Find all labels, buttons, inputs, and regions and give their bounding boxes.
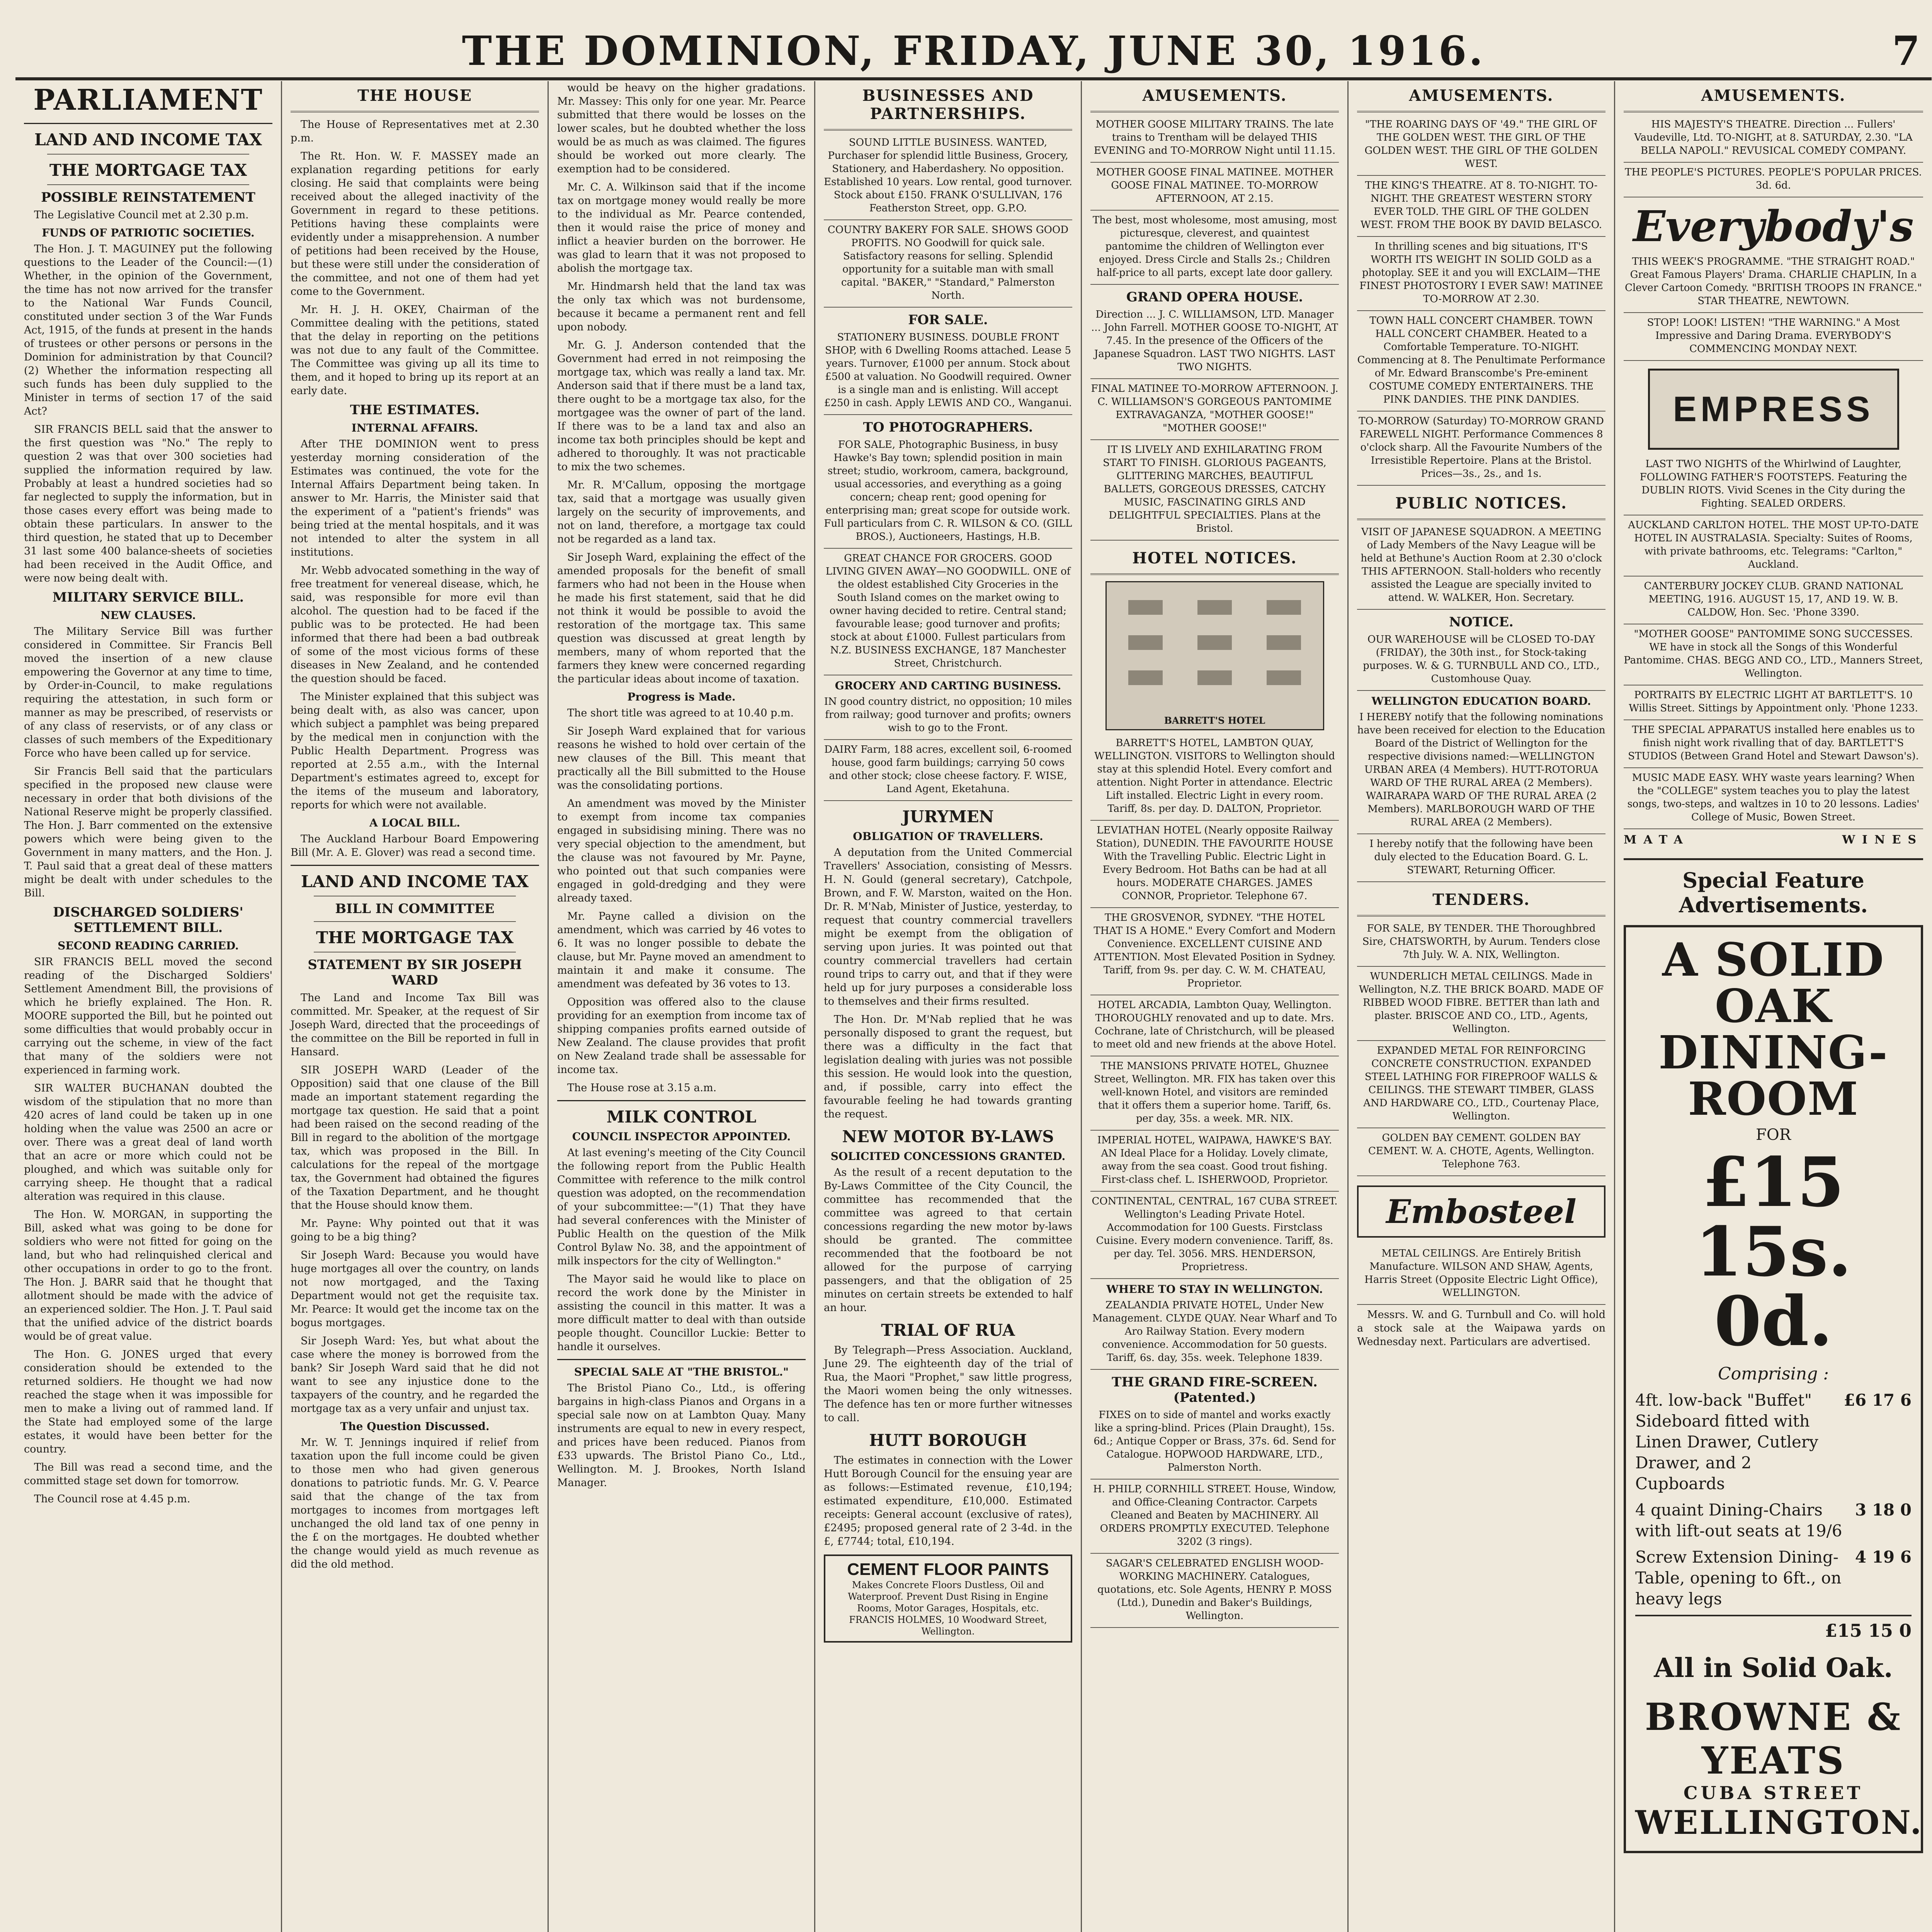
section-head: THE HOUSE — [291, 81, 539, 112]
masthead — [15, 15, 1932, 80]
mata-wines-banner — [1624, 833, 1923, 847]
subheading: The Question Discussed. — [340, 1420, 490, 1433]
article-paragraph: Sir Joseph Ward, explaining the effect of the amended proposals for the benefit of small farmers who had not been in the House when he made his first statement, said that he did not think it would be possible to avoid the restoration of the mortgage tax. This same question was discussed at great length by members, many of whom reported that the farmers they knew were concerned regarding the particular ideas about income of taxation. — [557, 551, 806, 685]
article-paragraph: The Hon. Dr. M'Nab replied that he was personally disposed to grant the request, but there was a difficulty in the fact that legislation dealing with juries was not possible this session. He would look into the question, and, if possible, carry into effect the favourable feeling he had towards granting the request. — [824, 1014, 1072, 1120]
article-paragraph: Mr. R. M'Callum, opposing the mortgage tax, said that a mortgage was usually given largely on the security of improvements, and not on land, therefore, a mortgage tax could not be regarded as a land tax. — [557, 479, 806, 545]
subheading: MILITARY SERVICE BILL. — [52, 590, 244, 605]
article-paragraph: SIR JOSEPH WARD (Leader of the Opposition) said that one clause of the Bill made an important statement regarding the mortgage tax question. He said that a point had been raised on the second reading of the Bill in regard to the abolition of the mortgage tax, which was proposed in the Bill. In calculations for the repeal of the mortgage tax, the Government had obtained the figures of the Taxation Department, and he thought that the House should know them. — [291, 1064, 539, 1211]
article-paragraph: The House of Representatives met at 2.30 p.m. — [291, 119, 539, 144]
item-description: 4 quaint Dining-Chairs with lift-out seats at 19/6 — [1635, 1500, 1842, 1540]
article-paragraph: The Mayor said he would like to place on record the work done by the Minister in assisting the council in this matter. It was a more difficult matter to deal with than outside people thought. Councillor Luckie: Better to handle it ourselves. — [557, 1273, 806, 1353]
cement-ad-address: FRANCIS HOLMES, 10 Woodward Street, Wellington. — [849, 1614, 1047, 1637]
subheading: THE ESTIMATES. — [350, 402, 480, 418]
article-paragraph: The Bill was read a second time, and the committed stage set down for tomorrow. — [24, 1461, 272, 1487]
amusement-ad: In thrilling scenes and big situations, IT'S WORTH ITS WEIGHT IN SOLID GOLD as a photoplay. SEE it and you will EXCLAIM—THE FINEST PHOTOSTORY I EVER SAW! MATINEE TO-MORROW AT 2.30. — [1357, 240, 1605, 311]
article-paragraph: The Minister explained that this subject was being dealt with, as also was cancer, upon which subject a pamphlet was being prepared by the medical men in conjunction with the Public Health Department. Progress was reported at 2.55 a.m., with the Internal Department's estimates agreed to, except for the items of the museum and laboratory, reports for which were not available. — [291, 691, 539, 811]
column-6-amusements-notices — [1349, 81, 1615, 1932]
divider — [47, 184, 249, 185]
subheading: A LOCAL BILL. — [369, 816, 460, 829]
window-shape — [1197, 670, 1232, 685]
hotel-ad: HOTEL ARCADIA, Lambton Quay, Wellington. THOROUGHLY renovated and up to date. Mrs. Cochrane, late of Christchurch, will be pleased to meet old and new friends at the above Hotel. — [1090, 998, 1339, 1056]
window-shape — [1197, 635, 1232, 650]
subheading: Progress is Made. — [627, 690, 736, 703]
article-paragraph: An amendment was moved by the Minister to exempt from income tax companies engaged in subsidising mining. There was no very special objection to the amendment, but the clause was not favoured by Mr. Payne, who pointed out that such companies were engaged in gold-dredging and they were already taxed. — [557, 798, 806, 904]
special-feature-heading: Special Feature Advertisements. — [1624, 858, 1923, 917]
hotel-ad: CONTINENTAL, CENTRAL, 167 CUBA STREET. Wellington's Leading Private Hotel. Accommodation for 100 Guests. Firstclass Cuisine. Every modern convenience. Tariff, 8s. per day. Tel. 3056. MRS. HENDERSON, Proprietress. — [1090, 1195, 1339, 1279]
masthead-title: THE DOMINION, FRIDAY, JUNE 30, 1916. — [462, 27, 1485, 75]
classified-ad: FIXES on to side of mantel and works exactly like a spring-blind. Prices (Plain Draught), 15s. 6d.; Antique Copper or Brass, 37s. 6d. Send for Catalogue. HOPWOOD HARDWARE, LTD., Palmerston North. — [1090, 1408, 1339, 1480]
column-4-classifieds — [815, 81, 1082, 1932]
amusement-ad: THE PEOPLE'S PICTURES. PEOPLE'S POPULAR PRICES. 3d. 6d. — [1624, 166, 1923, 197]
section-head: AMUSEMENTS. — [1624, 81, 1923, 112]
tender-ad: FOR SALE, BY TENDER. THE Thoroughbred Sire, CHATSWORTH, by Aurum. Tenders close 7th July. W. A. NIX, Wellington. — [1357, 922, 1605, 967]
subheading: GRAND OPERA HOUSE. — [1126, 289, 1303, 305]
public-notice: I hereby notify that the following have been duly elected to the Education Board. G. L. STEWART, Returning Officer. — [1357, 837, 1605, 882]
column-5-amusements-hotels — [1082, 81, 1349, 1932]
article-paragraph: Mr. C. A. Wilkinson said that if the income tax on mortgage money would really be more to the individual as Mr. Pearce contended, then it would raise the price of money and inflict a heavier burden on the borrower. He was glad to learn that it was not proposed to abolish the mortgage tax. — [557, 181, 806, 274]
article-paragraph: The House rose at 3.15 a.m. — [567, 1082, 717, 1094]
article-paragraph: Opposition was offered also to the clause providing for an exemption from income tax of shipping companies profits earned outside of New Zealand. The clause provides that profit on New Zealand trade shall be assessable for income tax. — [557, 996, 806, 1076]
subheading: NOTICE. — [1449, 614, 1514, 630]
hotel-ad: ZEALANDIA PRIVATE HOTEL, Under New Management. CLYDE QUAY. Near Wharf and To Aro Railway Station. Every modern convenience. Accommodation for 50 guests. Tariff, 6s. day, 35s. week. Telephone 1839. — [1090, 1299, 1339, 1370]
column-2-the-house — [282, 81, 549, 1932]
divider — [557, 1100, 806, 1101]
furniture-item — [1635, 1547, 1912, 1609]
article-paragraph: After THE DOMINION went to press yesterday morning consideration of the Estimates was continued, the vote for the Internal Affairs Department being taken. In answer to Mr. Harris, the Minister said that the experiment of a "patient's friends" was being tried at the mental hospitals, and it was not intended to alter the system in all institutions. — [291, 438, 539, 558]
hotel-ad: IMPERIAL HOTEL, WAIPAWA, HAWKE'S BAY. AN Ideal Place for a Holiday. Lovely climate, away from the sea coast. Good trout fishing. First-class chef. L. ISHERWOOD, Proprietor. — [1090, 1134, 1339, 1192]
article-paragraph: The Hon. G. JONES urged that every consideration should be extended to the returned soldiers. He thought we had now reached the stage when it was impossible for men to make a living out of rammed land. If the State had employed some of the large estates, it would have been better for the country. — [24, 1349, 272, 1455]
subheading: SECOND READING CARRIED. — [58, 939, 239, 952]
headline: NEW MOTOR BY-LAWS — [842, 1127, 1054, 1146]
subheading: WELLINGTON EDUCATION BOARD. — [1371, 695, 1591, 707]
section-head: BUSINESSES AND PARTNERSHIPS. — [824, 81, 1072, 131]
item-price: 4 19 6 — [1855, 1548, 1912, 1566]
article-paragraph: Mr. Payne called a division on the amendment, which was carried by 46 votes to 6. It was no longer possible to debate the clause, but Mr. Payne moved an amendment to maintain it and make it consume. The amendment was defeated by 36 votes to 13. — [557, 910, 806, 990]
article-paragraph: would be heavy on the higher gradations. Mr. Massey: This only for one year. Mr. Pearce submitted that there would be losses on the lower scales, but he doubted whether the loss would be as much as was claimed. The figures should be worked out more clearly. The exemption had to be considered. — [557, 82, 806, 175]
article-paragraph: The estimates in connection with the Lower Hutt Borough Council for the ensuing year are as follows:—Estimated revenue, £10,194; estimated expenditure, £10,000. Estimated receipts: General account (exclusive of rates), £2495; proposed general rate of 2 3-4d. in the £, £7744; total, £10,194. — [824, 1454, 1072, 1548]
amusement-ad: LAST TWO NIGHTS of the Whirlwind of Laughter, FOLLOWING FATHER'S FOOTSTEPS. Featuring the DUBLIN RIOTS. Vivid Scenes in the City during the Fighting. SEALED ORDERS. — [1624, 457, 1923, 515]
article-paragraph: The Military Service Bill was further considered in Committee. Sir Francis Bell moved the insertion of a new clause empowering the Governor at any time to time, by Order-in-Council, to make regulations requiring the attestation, in such form or manner as may be prescribed, of reservists or of any class of reservists, or of any class or classes of such members of the Expeditionary Force who have been called up for service. — [24, 626, 272, 759]
window-shape — [1197, 600, 1232, 615]
window-shape — [1128, 600, 1163, 615]
article-paragraph: The Land and Income Tax Bill was committed. Mr. Speaker, at the request of Sir Joseph Ward, directed that the proceedings of the committee on the Bill be reported in full in Hansard. — [291, 992, 539, 1058]
hotel-ad: THE MANSIONS PRIVATE HOTEL, Ghuznee Street, Wellington. MR. FIX has taken over this well-known Hotel, and visitors are reminded that it offers them a superior home. Tariff, 6s. per day, 35s. a week. MR. NIX. — [1090, 1060, 1339, 1131]
item-price: £6 17 6 — [1844, 1391, 1912, 1410]
subheading: THE GRAND FIRE-SCREEN. (Patented.) — [1112, 1374, 1318, 1405]
amusement-ad: MOTHER GOOSE MILITARY TRAINS. The late trains to Trentham will be delayed THIS EVENING and TO-MORROW Night until 11.15. — [1090, 118, 1339, 163]
classified-ad: IN good country district, no opposition; 10 miles from railway; good turnover and profits; owners wish to go to the Front. — [824, 695, 1072, 740]
subheading: OBLIGATION OF TRAVELLERS. — [853, 830, 1043, 843]
article-paragraph: Mr. W. T. Jennings inquired if relief from taxation upon the full income could be given to those men who had given generous donations to patriotic funds. Mr. G. V. Pearce said that the change of the tax from mortgages to incomes from mortgages left unchanged the old land tax of one penny in the £ on the mortgages. He doubted whether the change would yield as much revenue as did the old method. — [291, 1437, 539, 1570]
article-paragraph: The Legislative Council met at 2.30 p.m. — [34, 209, 249, 221]
article-paragraph: The Bristol Piano Co., Ltd., is offering bargains in high-class Pianos and Organs in a special sale now on at Lambton Quay. Many instruments are equal to new in every respect, and prices have been reduced. Pianos from £33 upwards. The Bristol Piano Co., Ltd., Wellington. M. J. Brookes, North Island Manager. — [557, 1382, 806, 1489]
classified-ad: H. PHILP, CORNHILL STREET. House, Window, and Office-Cleaning Contractor. Carpets Cleaned and Beaten by MACHINERY. All ORDERS PROMPTLY EXECUTED. Telephone 3202 (3 rings). — [1090, 1483, 1339, 1554]
trade-ad: EXPANDED METAL FOR REINFORCING CONCRETE CONSTRUCTION. EXPANDED STEEL LATHING FOR FIREPROOF WALLS & CEILINGS. THE STEWART TIMBER, GLASS AND HARDWARE CO., LTD., Courtenay Place, Wellington. — [1357, 1044, 1605, 1128]
headline: LAND AND INCOME TAX — [34, 130, 262, 149]
subheading: COUNCIL INSPECTOR APPOINTED. — [572, 1130, 791, 1143]
article-paragraph: Messrs. W. and G. Turnbull and Co. will hold a stock sale at the Waipawa yards on Wednesday next. Particulars are advertised. — [1357, 1309, 1605, 1348]
article-paragraph: Sir Joseph Ward: Because you would have huge mortgages all over the country, on lands not now mortgaged, and the Taxing Department would not get the requisite tax. Mr. Pearce: It would get the income tax on the bogus mortgages. — [291, 1249, 539, 1329]
article-paragraph: SIR FRANCIS BELL moved the second reading of the Discharged Soldiers' Settlement Amendment Bill, the provisions of which he briefly explained. The Hon. R. MOORE supported the Bill, but he pointed out some difficulties that would probably occur in carrying out the scheme, in view of the fact that many of the soldiers were not experienced in farming work. — [24, 956, 272, 1076]
furniture-item — [1635, 1500, 1912, 1541]
article-paragraph: The Hon. W. MORGAN, in supporting the Bill, asked what was going to be done for soldiers who were not fitted for going on the land, but who had relinquished clerical and other occupations in order to go to the front. The Hon. J. BARR said that he thought that allotment should be made with the advice of an experienced soldier. The Hon. J. T. Paul said that the unified advice of the district boards would be of great value. — [24, 1209, 272, 1342]
cement-floor-paints-ad — [824, 1554, 1072, 1643]
article-paragraph: Sir Joseph Ward explained that for various reasons he wished to hold over certain of the new clauses of the Bill. This meant that practically all the Bill submitted to the House was the consolidating portions. — [557, 725, 806, 791]
amusement-ad: HIS MAJESTY'S THEATRE. Direction ... Fullers' Vaudeville, Ltd. TO-NIGHT, at 8. SATURDAY, 2.30. "LA BELLA NAPOLI." REVUSICAL COMEDY COMPANY. — [1624, 118, 1923, 163]
studio-ad: PORTRAITS BY ELECTRIC LIGHT AT BARTLETT'S. 10 Willis Street. Sittings by Appointment only. 'Phone 1233. — [1624, 689, 1923, 720]
classified-ad: SOUND LITTLE BUSINESS. WANTED, Purchaser for splendid little Business, Grocery, Stationery, and Haberdashery. No opposition. Established 10 years. Low rental, good turnover. Stock about £150. FRANK O'SULLIVAN, 176 Featherston Street, opp. G.P.O. — [824, 136, 1072, 220]
article-paragraph: By Telegraph—Press Association. Auckland, June 29. The eighteenth day of the trial of Rua, the Maori "Prophet," saw little progress, the Maori women being the only witnesses. The defence has ten or more further witnesses to call. — [824, 1344, 1072, 1424]
mata-label: MATA — [1624, 833, 1690, 847]
article-paragraph: Mr. Webb advocated something in the way of free treatment for venereal disease, which, he said, was responsible for more evil than alcohol. The question had to be faced if the public was to be protected. He had been informed that there had been a bad outbreak of some of the most vicious forms of these diseases in New Zealand, and he contended the question should be faced. — [291, 565, 539, 685]
furniture-item — [1635, 1390, 1912, 1494]
classified-ad: COUNTRY BAKERY FOR SALE. SHOWS GOOD PROFITS. NO Goodwill for quick sale. Satisfactory reasons for selling. Splendid opportunity for a suitable man with small capital. "BAKER," "Standard," Palmerston North. — [824, 223, 1072, 308]
oak-comprising: Comprising : — [1718, 1364, 1829, 1384]
advertiser-city: WELLINGTON. — [1635, 1803, 1923, 1842]
amusement-ad: THIS WEEK'S PROGRAMME. "THE STRAIGHT ROAD." Great Famous Players' Drama. CHARLIE CHAPLIN, In a Clever Cartoon Comedy. "BRITISH TROOPS IN FRANCE." STAR THEATRE, NEWTOWN. — [1624, 255, 1923, 313]
total-price: £15 15 0 — [1635, 1615, 1912, 1641]
hotel-ad: AUCKLAND CARLTON HOTEL. THE MOST UP-TO-DATE HOTEL IN AUSTRALASIA. Specialty: Suites of Rooms, with private bathrooms, etc. Telegrams: "Carlton," Auckland. — [1624, 519, 1923, 577]
section-head: HOTEL NOTICES. — [1090, 544, 1339, 575]
racing-ad: CANTERBURY JOCKEY CLUB. GRAND NATIONAL MEETING, 1916. AUGUST 15, 17, AND 19. W. B. CALDOW, Hon. Sec. 'Phone 3390. — [1624, 580, 1923, 624]
subheading: FUNDS OF PATRIOTIC SOCIETIES. — [42, 226, 255, 239]
hotel-ad: THE GROSVENOR, SYDNEY. "THE HOTEL THAT IS A HOME." Every Comfort and Modern Convenience. EXCELLENT CUISINE AND ATTENTION. Most Elevated Position in Sydney. Tariff, from 9s. per day. C. W. M. CHATEAU, Proprietor. — [1090, 911, 1339, 995]
classified-ad: FOR SALE, Photographic Business, in busy Hawke's Bay town; splendid position in main street; studio, workroom, camera, background, usual accessories, and everything as a going concern; cheap rent; good opening for enterprising man; great scope for outside work. Full particulars from C. R. WILSON & CO. (GILL BROS.), Auctioneers, Hastings, H.B. — [824, 438, 1072, 549]
amusement-ad: MOTHER GOOSE FINAL MATINEE. MOTHER GOOSE FINAL MATINEE. TO-MORROW AFTERNOON, AT 2.15. — [1090, 166, 1339, 211]
amusement-ad: The best, most wholesome, most amusing, most picturesque, cleverest, and quaintest pantomime the children of Wellington ever enjoyed. Dress Circle and Stalls 2s.; Children half-price to all parts, except late door gallery. — [1090, 214, 1339, 285]
subheading: SOLICITED CONCESSIONS GRANTED. — [830, 1150, 1066, 1163]
item-description: Screw Extension Dining-Table, opening to 6ft., on heavy legs — [1635, 1548, 1842, 1608]
article-paragraph: The Rt. Hon. W. F. MASSEY made an explanation regarding petitions for early closing. He said that complaints were being received about the alleged inactivity of the Government in regard to these petitions. Petitions having these complaints were evidently under a misapprehension. A number of petitions had been received by the House, but these were still under the consideration of the committee, and not one of them had yet come to the Government. — [291, 150, 539, 298]
item-price: 3 18 0 — [1855, 1500, 1912, 1519]
section-head: AMUSEMENTS. — [1357, 81, 1605, 112]
article-paragraph: At last evening's meeting of the City Council the following report from the Public Health Committee with reference to the milk control question was adopted, on the recommendation of your subcommittee:—"(1) That they have had several conferences with the Minister of Public Health on the question of the Milk Control Bylaw No. 38, and the appointment of milk inspectors for the city of Wellington." — [557, 1147, 806, 1267]
headline: JURYMEN — [902, 807, 994, 826]
amusement-ad: Direction ... J. C. WILLIAMSON, LTD. Manager ... John Farrell. MOTHER GOOSE TO-NIGHT, AT 7.45. In the presence of the Officers of the Japanese Squadron. LAST TWO NIGHTS. LAST TWO NIGHTS. — [1090, 308, 1339, 379]
article-paragraph: The Hon. J. T. MAGUINEY put the following questions to the Leader of the Council:—(1) Whether, in the opinion of the Government, the time has not now arrived for the transfer to the National War Funds Council, constituted under section 3 of the War Funds Act, 1915, of the funds at present in the hands of trustees or other persons or persons in the Dominion for administration by that Council? (2) Whether the information respecting all such funds has been duly supplied to the Minister in terms of section 17 of the said Act? — [24, 243, 272, 417]
headline: HUTT BOROUGH — [869, 1431, 1027, 1450]
empress-logo: EMPRESS — [1648, 369, 1899, 450]
section-head: PUBLIC NOTICES. — [1357, 489, 1605, 520]
article-paragraph: The Auckland Harbour Board Empowering Bill (Mr. A. E. Glover) was read a second time. — [291, 833, 539, 859]
cement-ad-text: Makes Concrete Floors Dustless, Oil and Waterproof. Prevent Dust Rising in Engine Rooms, Motor Garages, Hospitals, etc. — [848, 1580, 1048, 1614]
music-ad: MUSIC MADE EASY. WHY waste years learning? When the "COLLEGE" system teaches you to play the latest songs, two-steps, and waltzes in 10 to 20 lessons. Ladies' College of Music, Bowen Street. — [1624, 771, 1923, 829]
article-paragraph: SIR WALTER BUCHANAN doubted the wisdom of the stipulation that no more than 420 acres of land could be taken up in one holding when the value was 2500 an acre or over. There was a great deal of land worth that an acre or more which could not be ploughed, and which was suitable only for carrying sheep. He thought that a radical alteration was required in this clause. — [24, 1082, 272, 1202]
subheading: TO PHOTOGRAPHERS. — [863, 420, 1033, 435]
column-1-parliament — [15, 81, 282, 1932]
classified-ad: GREAT CHANCE FOR GROCERS. GOOD LIVING GIVEN AWAY—NO GOODWILL. ONE of the oldest established City Groceries in the South Island comes on the market owing to owner having decided to retire. Central stand; favourable lease; good turnover and profits; stock at about £1000. Fullest particulars from N.Z. BUSINESS EXCHANGE, 187 Manchester Street, Christchurch. — [824, 552, 1072, 675]
headline: LAND AND INCOME TAX — [301, 872, 529, 891]
article-paragraph: The short title was agreed to at 10.40 p.m. — [567, 707, 794, 719]
classified-ad: DAIRY Farm, 188 acres, excellent soil, 6-roomed house, good farm buildings; carrying 50 cows and other stock; close cheese factory. F. WISE, Land Agent, Eketahuna. — [824, 743, 1072, 801]
illustration-caption: BARRETT'S HOTEL — [1164, 715, 1265, 726]
window-shape — [1267, 600, 1301, 615]
oak-headline: A SOLID OAK — [1662, 933, 1885, 1033]
page-number: 7 — [1892, 27, 1920, 75]
trade-ad: GOLDEN BAY CEMENT. GOLDEN BAY CEMENT. W. A. CHOTE, Agents, Wellington. Telephone 763. — [1357, 1131, 1605, 1176]
hotel-illustration — [1105, 581, 1324, 730]
dining-room-advertisement — [1624, 925, 1923, 1853]
section-head: AMUSEMENTS. — [1090, 81, 1339, 112]
headline: BILL IN COMMITTEE — [335, 901, 495, 917]
hotel-ad: LEVIATHAN HOTEL (Nearly opposite Railway Station), DUNEDIN. THE FAVOURITE HOUSE With the Travelling Public. Electric Light in Every Bedroom. Hot Baths can be had at all hours. MODERATE CHARGES. JAMES CONNOR, Proprietor. Telephone 67. — [1090, 824, 1339, 908]
everybodys-logo: Everybody's — [1633, 201, 1914, 251]
oak-tagline: All in Solid Oak. — [1654, 1653, 1893, 1684]
column-3 — [549, 81, 815, 1932]
article-paragraph: Mr. H. J. H. OKEY, Chairman of the Committee dealing with the petitions, stated that the delay in reporting on the petitions was not due to any fault of the Committee. The Committee was giving up all its time to them, and it hoped to bring up its report at an early date. — [291, 304, 539, 397]
music-ad: "MOTHER GOOSE" PANTOMIME SONG SUCCESSES. WE have in stock all the Songs of this Wonderful Pantomime. CHAS. BEGG AND CO., LTD., Manners Street, Wellington. — [1624, 628, 1923, 685]
article-paragraph: SIR FRANCIS BELL said that the answer to the first question was "No." The reply to question 2 was that over 300 societies had supplied the information required by law. Probably at least a hundred societies had so far neglected to supply the information, but in those cases every effort was being made to obtain these particulars. In answer to the third question, he stated that up to December 31 last some 400 balance-sheets of societies had been received in the Audit Office, and were now being dealt with. — [24, 423, 272, 584]
divider — [47, 154, 249, 155]
article-paragraph: Mr. Payne: Why pointed out that it was going to be a big thing? — [291, 1218, 539, 1243]
article-paragraph: Mr. Hindmarsh held that the land tax was the only tax which was not burdensome, because it became a permanent rent and fell upon nobody. — [557, 281, 806, 333]
section-head-parliament: PARLIAMENT — [33, 83, 263, 117]
headline: POSSIBLE REINSTATEMENT — [41, 190, 255, 205]
trade-ad: METAL CEILINGS. Are Entirely British Manufacture. WILSON AND SHAW, Agents, Harris Street (Opposite Electric Light Office), WELLINGTON. — [1357, 1247, 1605, 1305]
amusement-ad: FINAL MATINEE TO-MORROW AFTERNOON. J. C. WILLIAMSON'S GORGEOUS PANTOMIME EXTRAVAGANZA, "MOTHER GOOSE!" "MOTHER GOOSE!" — [1090, 382, 1339, 440]
headline: TRIAL OF RUA — [881, 1321, 1015, 1340]
studio-ad: THE SPECIAL APPARATUS installed here enables us to finish night work rivalling that of day. BARTLETT'S STUDIOS (Between Grand Hotel and Stewart Dawson's). — [1624, 723, 1923, 768]
cement-ad-title: CEMENT FLOOR PAINTS — [847, 1560, 1049, 1579]
divider — [557, 1359, 806, 1360]
subheading: WHERE TO STAY IN WELLINGTON. — [1106, 1283, 1323, 1296]
headline: STATEMENT BY SIR JOSEPH WARD — [308, 957, 522, 988]
headline: SPECIAL SALE AT "THE BRISTOL." — [574, 1366, 789, 1378]
public-notice: I HEREBY notify that the following nominations have been received for election to the Education Board of the District of Wellington for the respective divisions named:—WELLINGTON URBAN AREA (4 Members). HUTT-ROTORUA WARD OF THE RURAL AREA (2 Members). WAIRARAPA WARD OF THE RURAL AREA (2 Members). MARLBOROUGH WARD OF THE RURAL AREA (2 Members). — [1357, 711, 1605, 834]
article-paragraph: The Council rose at 4.45 p.m. — [34, 1493, 190, 1505]
article-paragraph: Sir Francis Bell said that the particulars specified in the proposed new clause were necessary in order that both divisions of the National Reserve might be properly classified. The Hon. J. Barr commented on the extensive powers which were being given to the Government in many matters, and the Hon. J. T. Paul said that a great deal of these matters might be dealt with under schedules to the Bill. — [24, 765, 272, 899]
oak-headline-2: DINING-ROOM — [1658, 1026, 1888, 1126]
amusement-ad: IT IS LIVELY AND EXHILARATING FROM START TO FINISH. GLORIOUS PAGEANTS, GLITTERING MARCHES, BEAUTIFUL BALLETS, GORGEOUS DRESSES, CATCHY MUSIC, FASCINATING GIRLS AND DELIGHTFUL SPECIALTIES. Plans at the Bristol. — [1090, 443, 1339, 541]
amusement-ad: "THE ROARING DAYS OF '49." THE GIRL OF THE GOLDEN WEST. THE GIRL OF THE GOLDEN WEST. THE GIRL OF THE GOLDEN WEST. — [1357, 118, 1605, 176]
subheading: NEW CLAUSES. — [100, 609, 196, 622]
section-head: TENDERS. — [1357, 885, 1605, 917]
trade-ad: WUNDERLICH METAL CEILINGS. Made in Wellington, N.Z. THE BRICK BOARD. MADE OF RIBBED WOOD FIBRE. BETTER than lath and plaster. BRISCOE AND CO., LTD., Agents, Wellington. — [1357, 970, 1605, 1041]
public-notice: OUR WAREHOUSE will be CLOSED TO-DAY (FRIDAY), the 30th inst., for Stock-taking purposes. W. & G. TURNBULL AND CO., LTD., Customhouse Quay. — [1357, 633, 1605, 691]
public-notice: VISIT OF JAPANESE SQUADRON. A MEETING of Lady Members of the Navy League will be held at Bethune's Auction Room at 2.30 o'clock THIS AFTERNOON. Stall-holders who recently assisted the League are specially invited to attend. W. WALKER, Hon. Secretary. — [1357, 526, 1605, 610]
wines-label: WINES — [1842, 833, 1923, 847]
item-description: 4ft. low-back "Buffet" Sideboard fitted with Linen Drawer, Cutlery Drawer, and 2 Cupboards — [1635, 1391, 1818, 1493]
amusement-ad: STOP! LOOK! LISTEN! "THE WARNING." A Most Impressive and Daring Drama. EVERYBODY'S COMMENCING MONDAY NEXT. — [1624, 316, 1923, 361]
amusement-ad: TOWN HALL CONCERT CHAMBER. TOWN HALL CONCERT CHAMBER. Heated to a Comfortable Temperature. TO-NIGHT. Commencing at 8. The Penultimate Performance of Mr. Edward Branscombe's Pre-eminent COSTUME COMEDY ENTERTAINERS. THE PINK DANDIES. THE PINK DANDIES. — [1357, 314, 1605, 412]
headline: THE MORTGAGE TAX — [316, 928, 514, 947]
article-paragraph: As the result of a recent deputation to the By-Laws Committee of the City Council, the committee has recommended that the committee was agreed to that certain concessions regarding the new motor by-laws should be granted. The committee recommended that the footboard be not allowed for the purpose of carrying passengers, and that the obligation of 25 minutes on certain streets be extended to half an hour. — [824, 1167, 1072, 1314]
window-shape — [1267, 635, 1301, 650]
window-shape — [1128, 635, 1163, 650]
classified-ad: STATIONERY BUSINESS. DOUBLE FRONT SHOP, with 6 Dwelling Rooms attached. Lease 5 years. Turnover, £1000 per annum. Stock about £500 at valuation. No Goodwill required. Owner is a single man and is enlisting. Will accept £250 in cash. Apply LEWIS AND CO., Wanganui. — [824, 331, 1072, 415]
divider — [314, 921, 516, 922]
window-shape — [1128, 670, 1163, 685]
article-paragraph: Sir Joseph Ward: Yes, but what about the case where the money is borrowed from the bank? Sir Joseph Ward said that he did not want to see any injustice done to the taxpayers of the country, and he regarded the mortgage tax as a very unfair and unjust tax. — [291, 1335, 539, 1415]
classified-ad: SAGAR'S CELEBRATED ENGLISH WOOD-WORKING MACHINERY. Catalogues, quotations, etc. Sole Agents, HENRY P. MOSS (Ltd.), Dunedin and Baker's Buildings, Wellington. — [1090, 1557, 1339, 1628]
oak-for: FOR — [1756, 1126, 1791, 1144]
divider — [24, 123, 272, 124]
subheading: GROCERY AND CARTING BUSINESS. — [835, 679, 1061, 692]
article-paragraph: Mr. G. J. Anderson contended that the Government had erred in not reimposing the mortgage tax, which was really a land tax. Mr. Anderson said that if there must be a land tax, there ought to be a mortgage tax also, for the mortgagee was the owner of part of the land. If there was to be a land tax and also an income tax both principles should be kept and adhered to thoroughly. It was not practicable to mix the two schemes. — [557, 339, 806, 473]
window-shape — [1267, 670, 1301, 685]
headline: THE MORTGAGE TAX — [49, 161, 247, 180]
subheading: DISCHARGED SOLDIERS' SETTLEMENT BILL. — [53, 905, 243, 935]
hotel-ad: BARRETT'S HOTEL, LAMBTON QUAY, WELLINGTON. VISITORS to Wellington should stay at this splendid Hotel. Every comfort and attention. Night Porter in attendance. Electric Lift installed. Electric Light in every room. Tariff, 8s. per day. D. DALTON, Proprietor. — [1090, 736, 1339, 821]
advertiser-name: BROWNE & YEATS — [1645, 1695, 1902, 1782]
amusement-ad: TO-MORROW (Saturday) TO-MORROW GRAND FAREWELL NIGHT. Performance Commences 8 o'clock sharp. All the Favourite Numbers of the Irresistible Repertoire. Plans at the Bristol. Prices—3s., 2s., and 1s. — [1357, 415, 1605, 486]
subheading: INTERNAL AFFAIRS. — [351, 422, 478, 434]
embosteel-logo: Embosteel — [1357, 1185, 1605, 1238]
advertiser-street: CUBA STREET — [1683, 1782, 1864, 1803]
oak-price: £15 15s. 0d. — [1695, 1142, 1852, 1361]
column-7-amusements-feature — [1615, 81, 1932, 1932]
divider — [291, 865, 539, 866]
amusement-ad: THE KING'S THEATRE. AT 8. TO-NIGHT. TO-NIGHT. THE GREATEST WESTERN STORY EVER TOLD. THE GIRL OF THE GOLDEN WEST. FROM THE BOOK BY DAVID BELASCO. — [1357, 179, 1605, 237]
article-paragraph: A deputation from the United Commercial Travellers' Association, consisting of Messrs. H. N. Gould (general secretary), Catchpole, Brown, and F. W. Marston, waited on the Hon. Dr. R. M'Nab, Minister of Justice, yesterday, to request that country commercial travellers might be exempt from the obligation of serving upon juries. It was pointed out that country commercial travellers had certain round trips to carry out, and that if they were held up for jury purposes a considerable loss to themselves and their firms resulted. — [824, 847, 1072, 1007]
headline: MILK CONTROL — [606, 1107, 757, 1126]
subheading: FOR SALE. — [908, 312, 988, 328]
